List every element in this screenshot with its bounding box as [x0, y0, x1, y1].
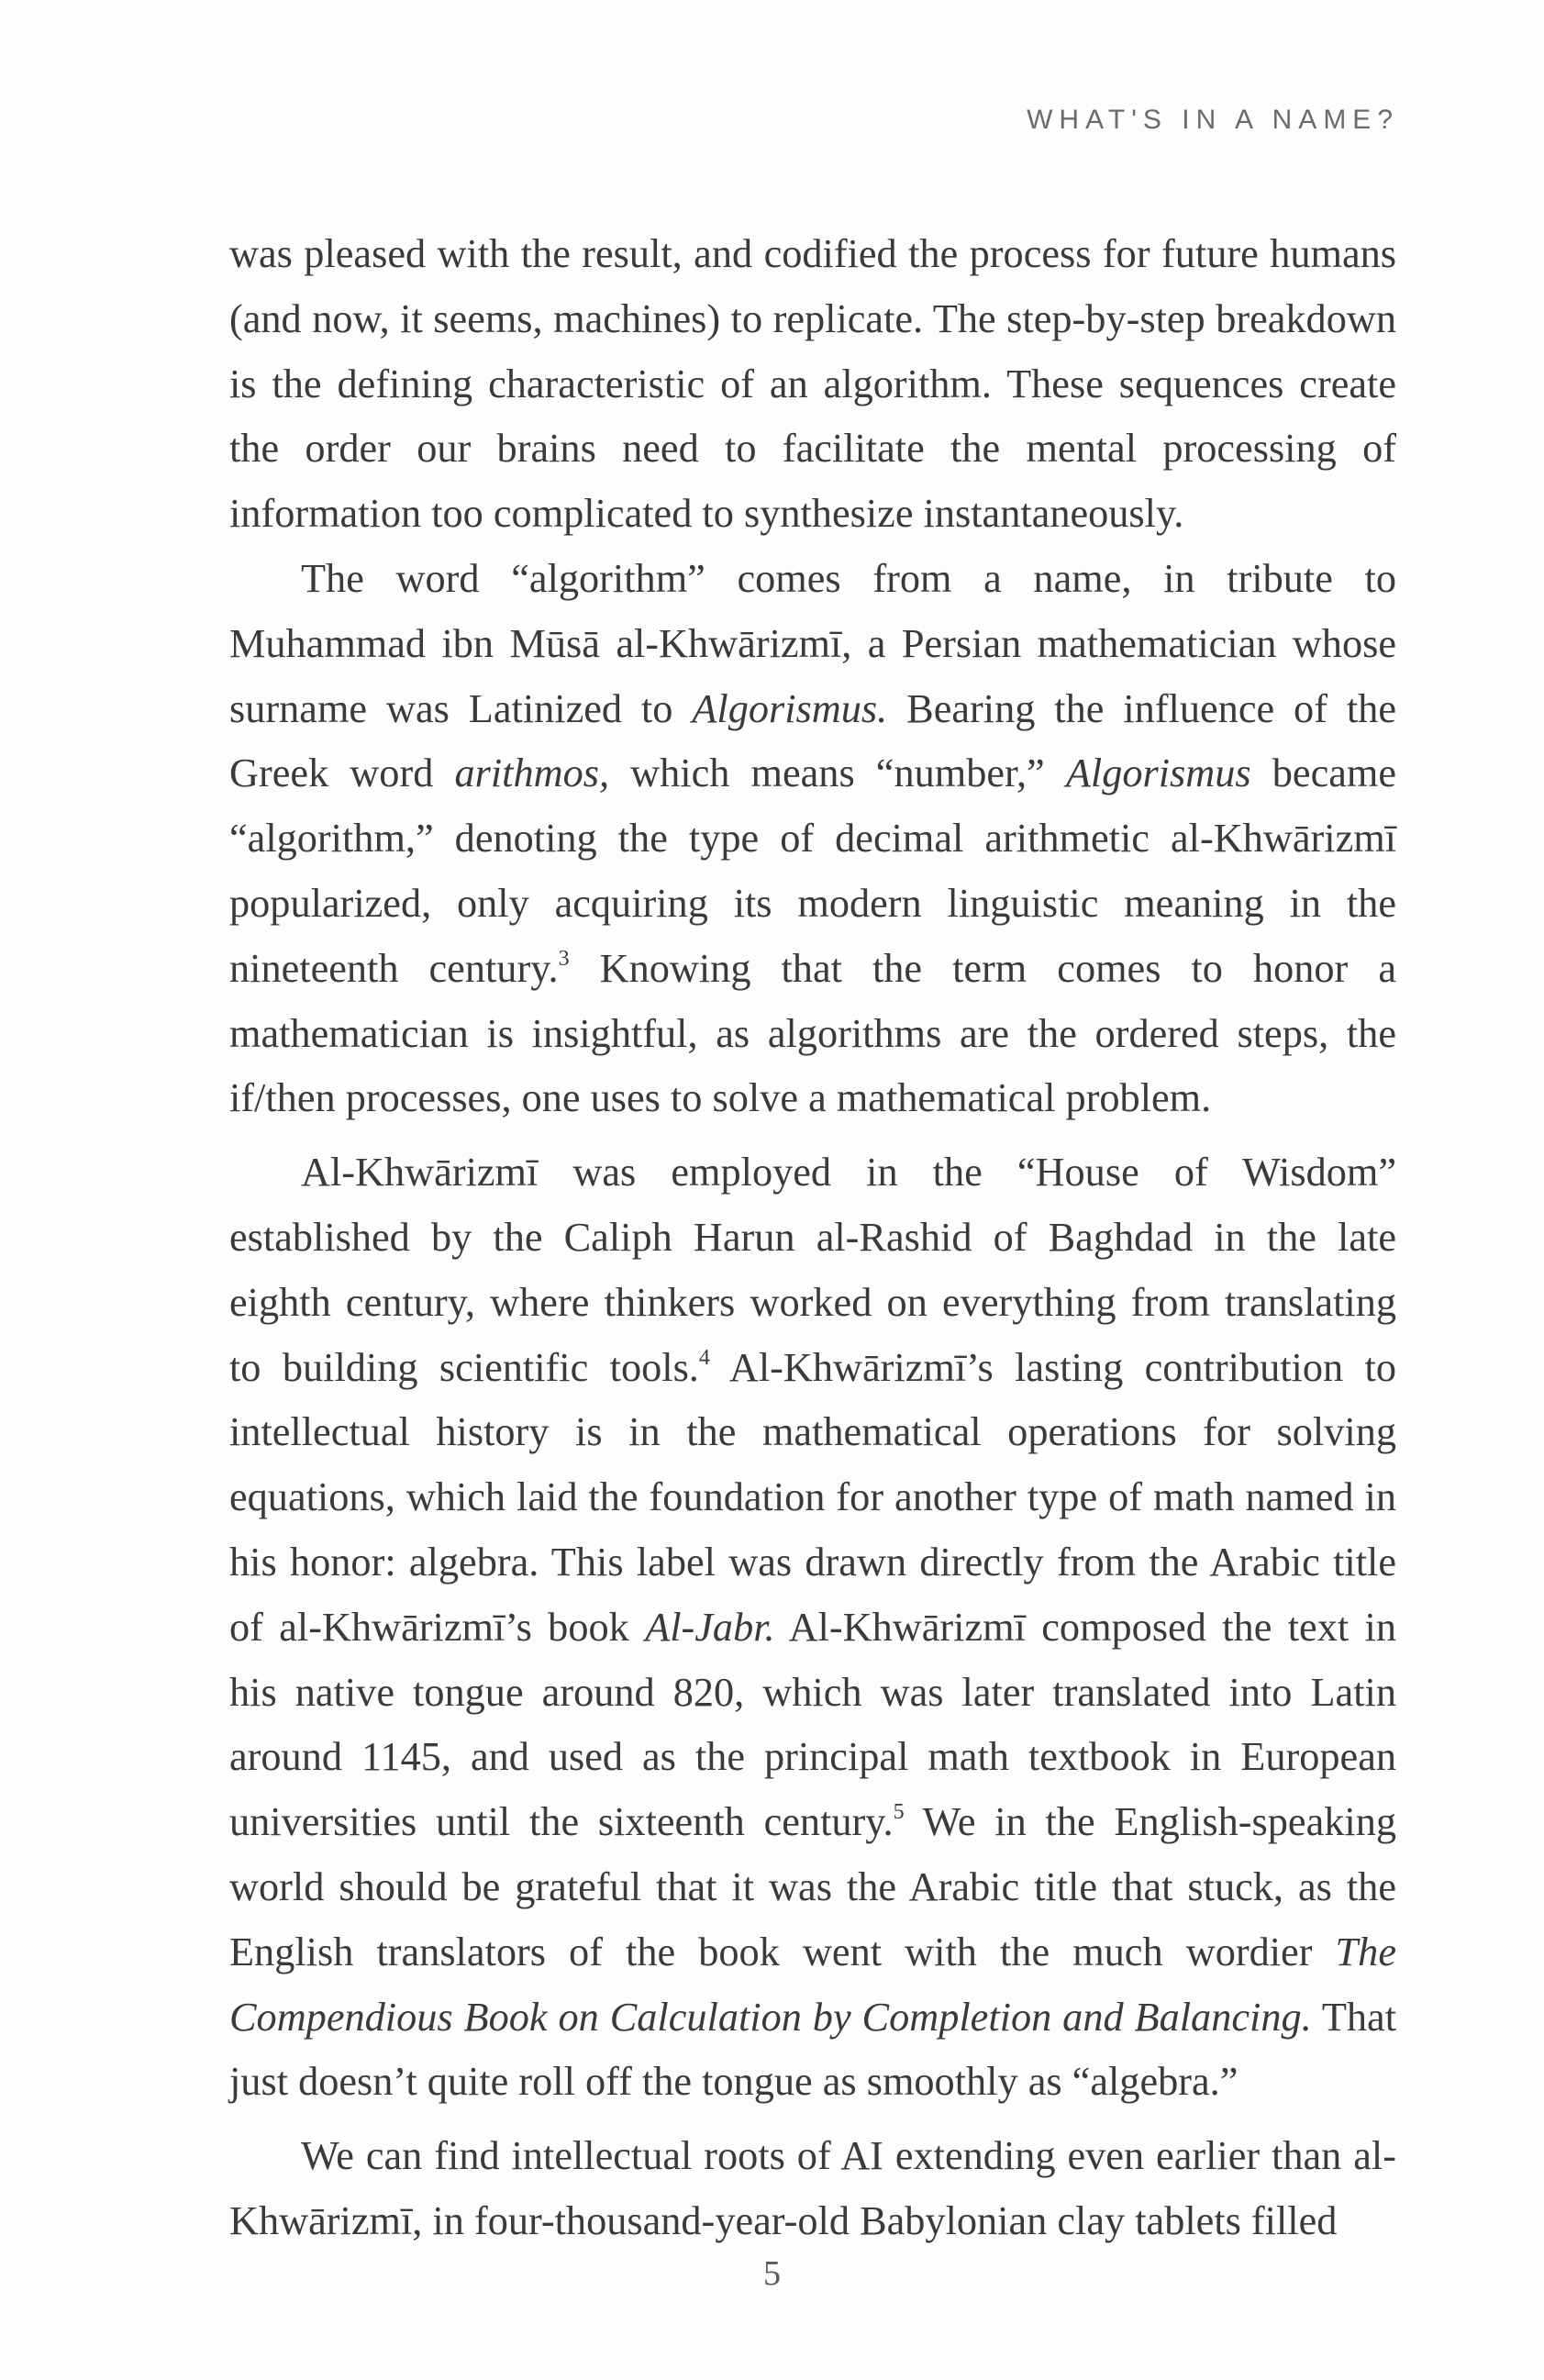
text-run: We in the English-speaking world should be grateful that it was the Arabic title that stuck, as the English translators of the book went with the much wordier: [229, 1799, 1396, 1974]
text-run: was pleased with the result, and codified the process for future humans (and now, it seems, machines) to replicate. The step-by-step breakdown is the defining characteristic of an algorithm. These sequences create the order our brains need to facilitate the mental processing of information too complicated to synthesize instantaneously.: [229, 231, 1396, 537]
italic-text: Algorismus.: [692, 685, 888, 731]
footnote-marker: 5: [893, 1800, 905, 1825]
paragraph: [229, 222, 1396, 547]
text-run: which means “number,”: [609, 751, 1066, 796]
text-run: Al-Khwārizmī composed the text in his native tongue around 820, which was later translated into Latin around 1145, and used as the principal math textbook in European universities until the sixteenth century.: [229, 1604, 1396, 1845]
footnote-marker: 3: [558, 946, 570, 971]
italic-text: The Compendious Book on Calculation by Completion and Balancing.: [229, 1929, 1396, 2040]
italic-text: Algorismus: [1065, 751, 1251, 796]
text-run: Al-Khwārizmī was employed in the “House of Wisdom” established by the Caliph Harun al-Rashid of Baghdad in the late eighth century, where thinkers worked on everything from translating to building scientific tools.: [229, 1150, 1396, 1390]
page-number: 5: [763, 2254, 781, 2293]
paragraph: [229, 1140, 1396, 2115]
italic-text: arithmos,: [454, 751, 610, 796]
text-run: Al-Khwārizmī’s lasting contribution to intellectual history is in the mathematical operations for solving equations, which laid the foundation for another type of math named in his honor: algebra. This label was drawn directly from the Arabic title of al-Khwārizmī’s book: [229, 1344, 1396, 1650]
text-run: We can find intellectual roots of AI extending even earlier than al-Khwārizmī, in four-thousand-year-old Babylonian clay tablets filled: [229, 2133, 1396, 2243]
text-run: The word “algorithm” comes from a name, in tribute to Muhammad ibn Mūsā al-Khwārizmī, a Persian mathematician whose surname was Latinized to: [229, 555, 1396, 731]
text-run: That just doesn’t quite roll off the tongue as smoothly as “algebra.”: [229, 1994, 1396, 2105]
running-head: WHAT'S IN A NAME?: [1027, 105, 1399, 135]
text-run: Bearing the influence of the Greek word: [229, 685, 1396, 796]
text-run: became “algorithm,” denoting the type of decimal arithmetic al-Khwārizmī popularized, only acquiring its modern linguistic meaning in the nineteenth century.: [229, 751, 1397, 991]
text-run: Knowing that the term comes to honor a mathematician is insightful, as algorithms are the ordered steps, the if/then processes, one uses to solve a mathematical problem.: [229, 945, 1396, 1121]
paragraph: [229, 2124, 1396, 2254]
italic-text: Al-Jabr.: [645, 1604, 775, 1650]
paragraph: [229, 547, 1396, 1131]
body-text: [229, 222, 1396, 2254]
footnote-marker: 4: [698, 1345, 710, 1370]
